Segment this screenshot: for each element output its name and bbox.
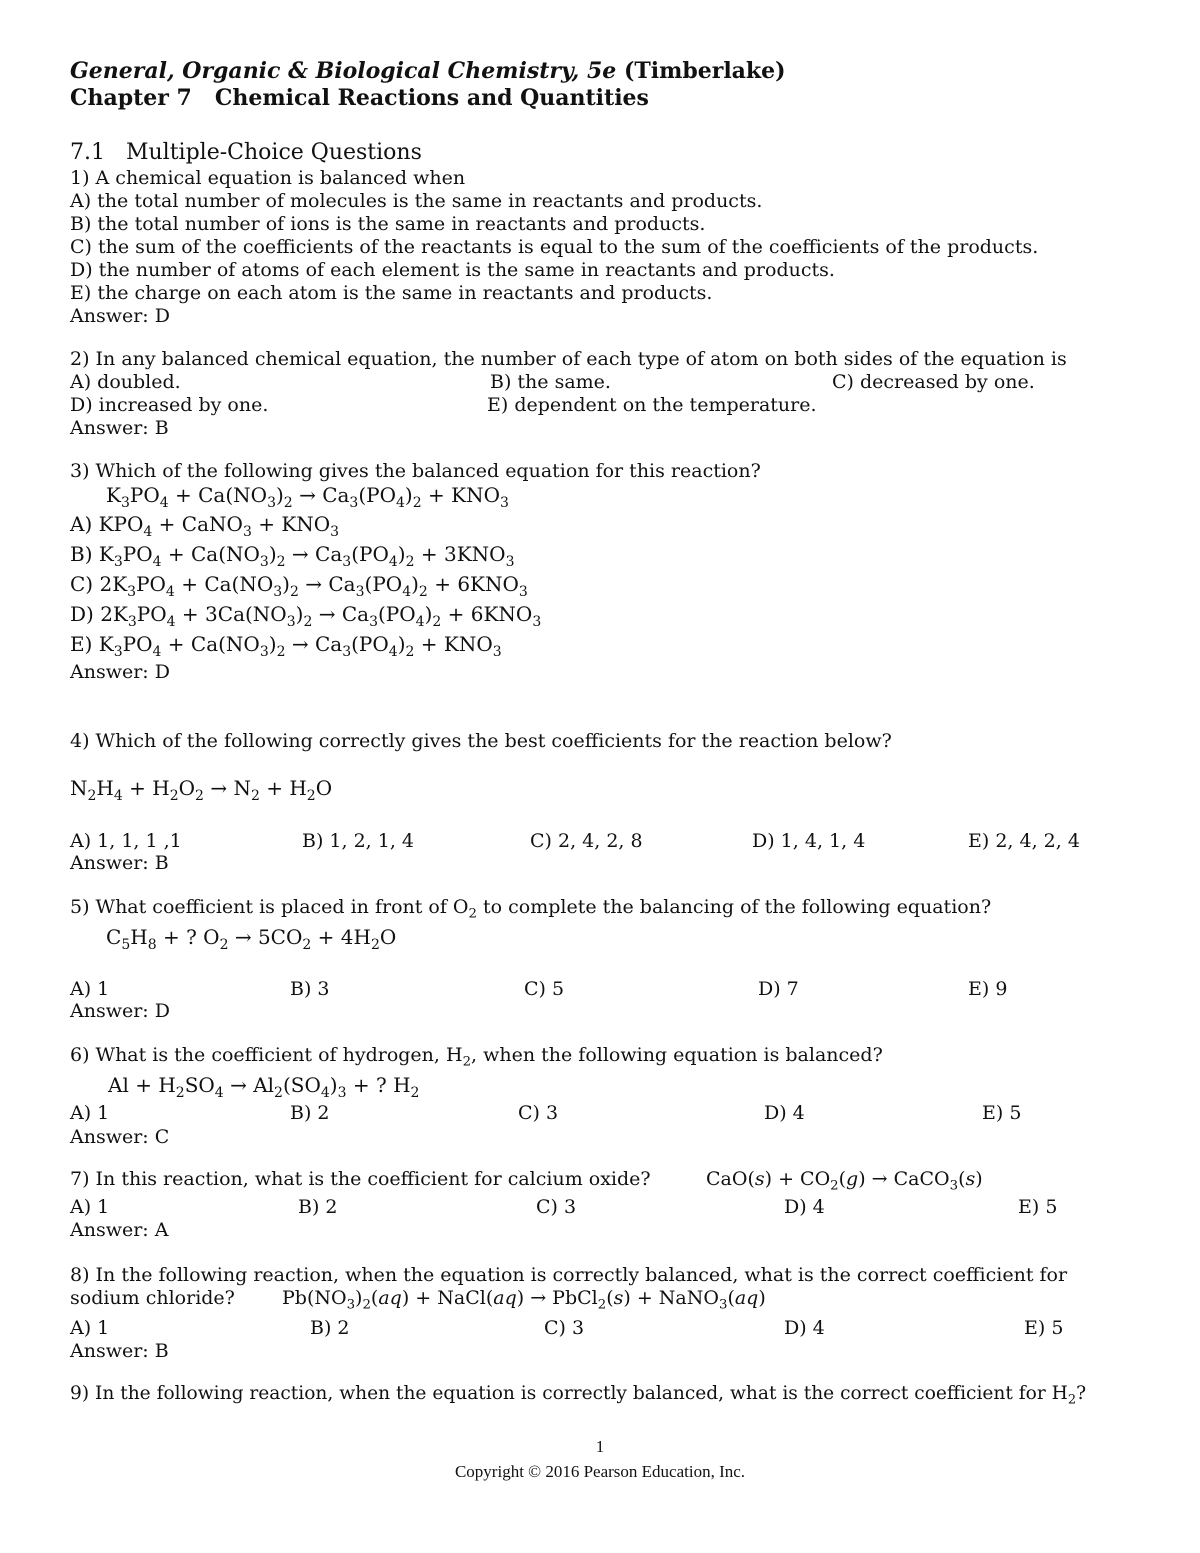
q2-option-c: C) decreased by one. — [832, 371, 1035, 393]
q5-equation: $C_5H_8$ + ? $O_2 \to 5CO_2 + 4H_2O$ — [106, 925, 397, 953]
book-author: (Timberlake) — [623, 58, 786, 84]
q6-option-b: B) 2 — [290, 1102, 330, 1124]
chapter-title: Chemical Reactions and Quantities — [214, 85, 649, 111]
q1-option-e: E) the charge on each atom is the same in reactants and products. — [70, 282, 713, 304]
q6-option-c: C) 3 — [518, 1102, 559, 1124]
book-title-line — [70, 58, 786, 84]
chapter-label: Chapter 7 — [70, 85, 192, 111]
q7-option-d: D) 4 — [784, 1196, 825, 1218]
q1-stem: 1) A chemical equation is balanced when — [70, 167, 466, 189]
q4-stem: 4) Which of the following correctly gives the best coefficients for the reaction below? — [70, 730, 892, 752]
q8-option-c: C) 3 — [544, 1317, 585, 1339]
section-number: 7.1 — [70, 140, 105, 165]
q6-equation: $Al + H_2SO_4 \to Al_2(SO_4)_3$ + ? $H_2$ — [108, 1073, 420, 1101]
q6-option-a: A) 1 — [70, 1102, 110, 1124]
q8-equation: $Pb(NO_3)_2(aq)$ + NaCl(aq) → PbCl$_2$(s) + NaNO$_3$(aq) — [282, 1287, 766, 1313]
q7-answer: Answer: A — [70, 1219, 169, 1241]
q3-option-d: D) $2K_3PO_4 + 3Ca(NO_3)_2 \to Ca_3(PO_4)_2 + 6KNO_3$ — [70, 602, 542, 630]
q5-option-e: E) 9 — [968, 978, 1008, 1000]
chapter-heading — [70, 85, 649, 111]
q2-option-e: E) dependent on the temperature. — [487, 394, 817, 416]
q4-answer: Answer: B — [70, 852, 169, 874]
q9-stem: 9) In the following reaction, when the equation is correctly balanced, what is the correct coefficient for $H_2$? — [70, 1383, 1087, 1408]
q5-stem: 5) What coefficient is placed in front of $O_2$ to complete the balancing of the following equation? — [70, 896, 992, 922]
q7-stem: 7) In this reaction, what is the coefficient for calcium oxide? — [70, 1168, 651, 1190]
copyright-notice: Copyright © 2016 Pearson Education, Inc. — [454, 1462, 746, 1481]
q7-option-c: C) 3 — [536, 1196, 577, 1218]
q2-answer: Answer: B — [70, 417, 169, 439]
q1-option-b: B) the total number of ions is the same in reactants and products. — [70, 213, 706, 235]
q8-option-b: B) 2 — [310, 1317, 350, 1339]
q3-option-a: A) $KPO_4$ + CaNO$_3$ + $KNO_3$ — [70, 512, 340, 540]
q4-equation: $N_2H_4 + H_2O_2 \to N_2 + H_2O$ — [70, 776, 333, 804]
book-title: General, Organic & Biological Chemistry, 5e — [70, 58, 617, 84]
q8-stem: 8) In the following reaction, when the equation is correctly balanced, what is the correct coefficient for — [70, 1264, 1068, 1286]
q6-answer: Answer: C — [70, 1126, 170, 1148]
q3-equation: $K_3PO_4 + Ca(NO_3)_2 \to Ca_3(PO_4)_2 + KNO_3$ — [106, 483, 509, 511]
q6-option-d: D) 4 — [764, 1102, 805, 1124]
q7-option-a: A) 1 — [70, 1196, 110, 1218]
q6-stem: 6) What is the coefficient of hydrogen, $H_2$, when the following equation is balanced? — [70, 1044, 883, 1070]
section-title: Multiple-Choice Questions — [125, 140, 422, 165]
q8-option-a: A) 1 — [70, 1317, 110, 1339]
q3-option-e: E) $K_3PO_4 + Ca(NO_3)_2 \to Ca_3(PO_4)_2 + KNO_3$ — [70, 632, 502, 660]
q7-option-e: E) 5 — [1018, 1196, 1058, 1218]
q7-option-b: B) 2 — [298, 1196, 338, 1218]
q8-option-d: D) 4 — [784, 1317, 825, 1339]
q4-option-b: B) 1, 2, 1, 4 — [302, 830, 415, 852]
q3-option-c: C) $2K_3PO_4 + Ca(NO_3)_2 \to Ca_3(PO_4)_2 + 6KNO_3$ — [70, 572, 528, 600]
q3-stem: 3) Which of the following gives the balanced equation for this reaction? — [70, 460, 761, 482]
q2-stem: 2) In any balanced chemical equation, the number of each type of atom on both sides of the equation is — [70, 348, 1067, 370]
q1-option-d: D) the number of atoms of each element is the same in reactants and products. — [70, 259, 835, 281]
q2-option-d: D) increased by one. — [70, 394, 269, 416]
section-heading — [70, 140, 422, 166]
q8-option-e: E) 5 — [1024, 1317, 1064, 1339]
q2-option-b: B) the same. — [490, 371, 611, 393]
q5-option-d: D) 7 — [758, 978, 799, 1000]
q4-option-e: E) 2, 4, 2, 4 — [968, 830, 1080, 852]
q1-answer: Answer: D — [70, 305, 170, 327]
q8-stem-line2: sodium chloride? — [70, 1287, 235, 1309]
q4-option-d: D) 1, 4, 1, 4 — [752, 830, 866, 852]
q4-option-c: C) 2, 4, 2, 8 — [530, 830, 643, 852]
q7-equation: $CaO(s) + CO_2(g)$ → CaCO$_3$(s) — [706, 1168, 983, 1194]
q5-option-b: B) 3 — [290, 978, 330, 1000]
q6-option-e: E) 5 — [982, 1102, 1022, 1124]
q3-answer: Answer: D — [70, 661, 170, 683]
q2-option-a: A) doubled. — [70, 371, 181, 393]
q5-option-c: C) 5 — [524, 978, 565, 1000]
page-number: 1 — [595, 1437, 605, 1456]
q1-option-c: C) the sum of the coefficients of the reactants is equal to the sum of the coefficients of the products. — [70, 236, 1039, 258]
q5-option-a: A) 1 — [70, 978, 110, 1000]
q8-answer: Answer: B — [70, 1340, 169, 1362]
q5-answer: Answer: D — [70, 1000, 170, 1022]
q4-option-a: A) 1, 1, 1 ,1 — [70, 830, 182, 852]
q1-option-a: A) the total number of molecules is the same in reactants and products. — [70, 190, 763, 212]
q3-option-b: B) $K_3PO_4 + Ca(NO_3)_2 \to Ca_3(PO_4)_2 + 3KNO_3$ — [70, 542, 515, 570]
